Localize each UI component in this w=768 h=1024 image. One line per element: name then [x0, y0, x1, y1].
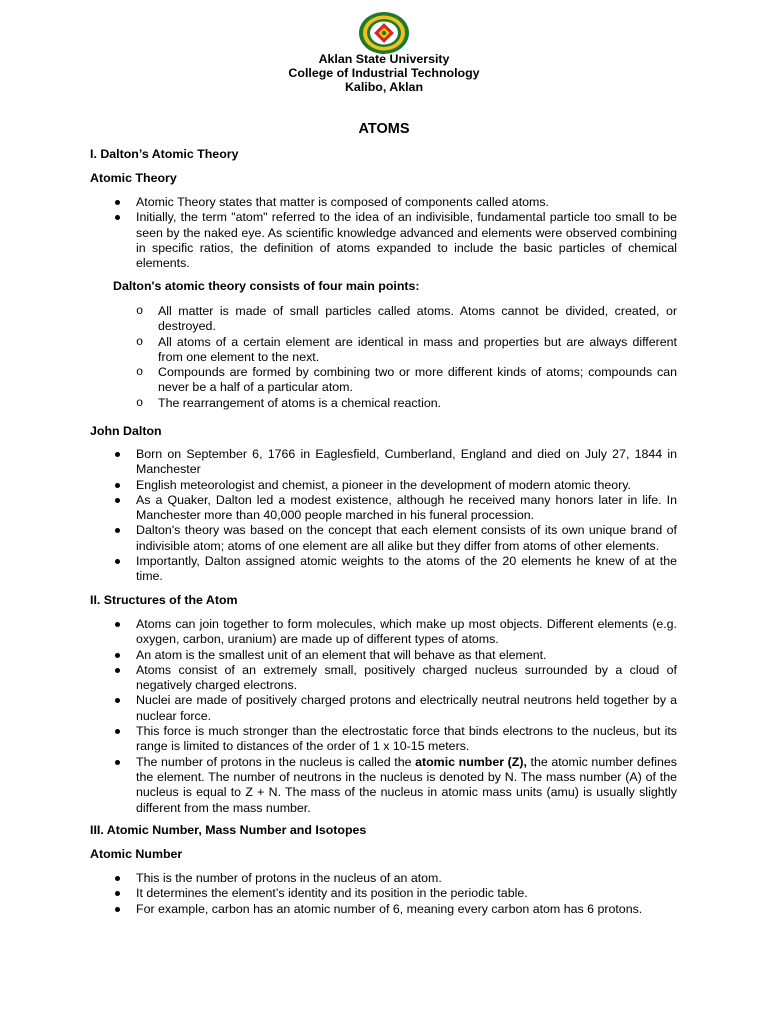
- atomic-number-list: [136, 871, 677, 917]
- list-item: This is the number of protons in the nucleus of an atom.: [136, 871, 677, 886]
- list-item: o All matter is made of small particles called atoms. Atoms cannot be divided, created, or destroyed.: [158, 304, 677, 335]
- john-dalton-list: [136, 447, 677, 585]
- structures-list: [136, 617, 677, 816]
- section-3-heading: III. Atomic Number, Mass Number and Isotopes: [90, 823, 367, 837]
- list-item: It determines the element’s identity and its position in the periodic table.: [136, 886, 677, 901]
- section-1-heading: I. Dalton’s Atomic Theory: [90, 147, 239, 161]
- atomic-theory-list: [136, 195, 677, 271]
- list-item: Initially, the term "atom" referred to the idea of an indivisible, fundamental particle too small to be seen by the naked eye. As scientific knowledge advanced and elements were observed combining in specific ratios, the definition of atoms expanded to include the basic particles of chemical elements.: [136, 210, 677, 271]
- list-item: Atomic Theory states that matter is composed of components called atoms.: [136, 195, 677, 210]
- list-item: Importantly, Dalton assigned atomic weights to the atoms of the 20 elements he knew of at the time.: [136, 554, 677, 584]
- atomic-number-term: atomic number (Z),: [415, 754, 527, 769]
- list-item: Nuclei are made of positively charged protons and electrically neutral neutrons held together by a nuclear force.: [136, 693, 677, 723]
- university-seal-icon: [358, 11, 410, 55]
- list-item: Atoms consist of an extremely small, positively charged nucleus surrounded by a cloud of negatively charged electrons.: [136, 662, 677, 693]
- atomic-number-text-after: the atomic number defines the element. The number of neutrons in the nucleus is denoted by N. The mass number (A) of the nucleus is equal to Z + N. The mass of the nucleus in atomic mass units (amu) is usually slightly different from the mass number.: [136, 754, 677, 815]
- atomic-theory-heading: Atomic Theory: [90, 171, 177, 185]
- section-2-heading: II. Structures of the Atom: [90, 593, 238, 607]
- list-item: Dalton's theory was based on the concept that each element consists of its own unique brand of indivisible atom; atoms of one element are all alike but they differ from atoms of other elements.: [136, 523, 677, 553]
- list-item: Atoms can join together to form molecules, which make up most objects. Different elements (e.g. oxygen, carbon, uranium) are made up of different types of atoms.: [136, 617, 677, 647]
- university-name: Aklan State University: [318, 52, 450, 66]
- list-item: o The rearrangement of atoms is a chemical reaction.: [158, 396, 677, 411]
- list-item: For example, carbon has an atomic number of 6, meaning every carbon atom has 6 protons.: [136, 902, 677, 917]
- document-title: ATOMS: [358, 121, 410, 137]
- dalton-points-list: [158, 304, 677, 411]
- john-dalton-heading: John Dalton: [90, 424, 162, 438]
- list-item: o Compounds are formed by combining two or more different kinds of atoms; compounds can never be a half of a particular atom.: [158, 365, 677, 396]
- list-item: Born on September 6, 1766 in Eaglesfield, Cumberland, England and died on July 27, 1844 in Manchester: [136, 447, 677, 477]
- list-item: English meteorologist and chemist, a pioneer in the development of modern atomic theory.: [136, 478, 677, 493]
- list-item: This force is much stronger than the electrostatic force that binds electrons to the nucleus, but its range is limited to distances of the order of 1 x 10-15 meters.: [136, 724, 677, 754]
- dalton-points-heading: Dalton's atomic theory consists of four main points:: [113, 279, 420, 293]
- atomic-number-heading: Atomic Number: [90, 847, 183, 861]
- list-item: An atom is the smallest unit of an element that will behave as that element.: [136, 648, 677, 663]
- atomic-number-text-before: The number of protons in the nucleus is called the: [136, 754, 416, 769]
- institution-header: [0, 52, 768, 94]
- list-item: As a Quaker, Dalton led a modest existence, although he received many honors later in life. In Manchester more than 40,000 people marched in his funeral procession.: [136, 492, 677, 523]
- location: Kalibo, Aklan: [344, 80, 424, 94]
- list-item: [136, 755, 677, 816]
- college-name: College of Industrial Technology: [288, 66, 480, 80]
- list-item: o All atoms of a certain element are identical in mass and properties but are always different from one element to the next.: [158, 335, 677, 366]
